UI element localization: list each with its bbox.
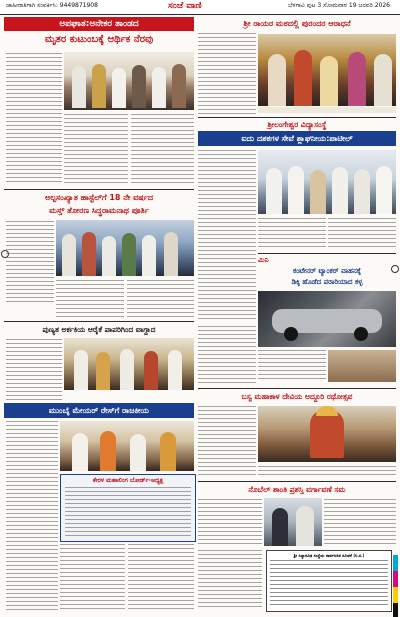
article-text-block (258, 466, 396, 478)
article-text-block (258, 218, 326, 250)
photo-chariot-festival (258, 406, 396, 462)
color-swatch-cyan (393, 555, 398, 571)
article-text-block (198, 406, 256, 478)
section-divider (258, 253, 396, 254)
photo-puja-event (64, 338, 194, 390)
headline-school-line2: ಐದು ದಶಕಗಳ ಸೇವೆ ಶ್ಲಾಘನೀಯ:ಪಾಟೀಲ್ (198, 131, 396, 146)
photo-accident-relief (64, 52, 194, 110)
public-notice-title: ಶ್ರೀ ಸಿದ್ಧಾರೂಢ ಸಂಸ್ಥೆಯ ಸಾರ್ವಜನಿಕ ಸೂಚನೆ (ನಿ.ರ.) (293, 553, 365, 558)
headline-hostel-line2: ಮಸ್ತ್ ತೋರಣ ಸಿದ್ಧರಾಮನಾಥ ಪೂರ್ತಿ (49, 206, 149, 215)
photo-mutt-ceremony (258, 34, 396, 106)
color-swatch-magenta (393, 571, 398, 587)
headline-hostel-line1: ಅಲ್ಪಸಂಖ್ಯಾತ ಹಾಸ್ಟೆಲ್‌ಗೆ 18 ನೇ ವರ್ಷದ (44, 193, 154, 202)
article-text-block (131, 114, 194, 184)
article-text-block (198, 326, 256, 386)
page-date: ಬೆಳಗಾವಿ ಪುಟ 3 ಸೋಮವಾರ 19 ಜನವರಿ 2026 (287, 2, 390, 9)
section-divider (198, 388, 396, 389)
photo-mumbai-leaders (60, 421, 194, 471)
photo-nobel-ceremony (264, 498, 322, 546)
public-notice-box (266, 550, 392, 612)
article-text-block (198, 499, 262, 547)
article-text-block (6, 421, 58, 611)
photo-small-portrait (328, 350, 396, 382)
article-text-block (6, 221, 54, 303)
article-text-block (65, 487, 191, 537)
masthead (0, 0, 400, 15)
headline-mumbai-mayor: ಮುಂಬೈ ಮೇಯರ್ ರೇಸ್‌ಗೆ ರಾಜಕೀಯ (4, 403, 194, 418)
headline-rathotsava: ಬಸ್ವ ಮಹಾಕಾಳ ದೇವಿಯ ಅದ್ದೂರಿ ರಥೋತ್ಸವ (241, 392, 353, 401)
article-text-block (6, 53, 62, 185)
section-divider (4, 321, 194, 322)
section-divider (4, 189, 194, 190)
headline-accident-line2: ಮೃತರ ಕುಟುಂಬಕ್ಕೆ ಆರ್ಥಿಕ ನೆರವು (44, 34, 154, 45)
headline-tanker-line2: ಡಿಕ್ಕಿ ಹೊಡೆದ ಪರಾರಿಯಾದ ಕಳ್ಳ (291, 278, 363, 286)
headline-punyata: ಪುಣ್ಯತ ಅರ್ಕಕಿಯ ಆರೈಕೆ ಪಾಪರಿಗಿಂದ ವಾಗ್ದಾದ (42, 325, 156, 334)
ad-contact: ಜಾಹೀರಾತಿಗಾಗಿ ಸಂಪರ್ಕಿಸಿ: 9449871908 (6, 2, 98, 9)
color-swatch-yellow (393, 587, 398, 603)
article-text-block (258, 350, 326, 382)
headline-nobel: ನೊಬೆಲ್ ಶಾಂತಿ ಪ್ರಶಸ್ತಿ ವರ್ಗಾವಣೆ ಸಮ (248, 485, 346, 494)
headline-purandara-aradhane: ಶ್ರೀ ರಾಯರ ಮಠದಲ್ಲಿ ಪುರಂದರ ಆರಾಧನೆ (243, 19, 351, 28)
article-text-block (328, 218, 396, 250)
headline-accident-line1: ಅಪಘಾತ:ಅನೇಕರ ತಾಂಡದ (4, 17, 194, 31)
article-text-block (64, 114, 128, 184)
photo-tanker-accident (258, 291, 396, 347)
photo-caption-strip (258, 107, 396, 113)
article-text-block (198, 33, 256, 115)
photo-hostel-event (56, 220, 194, 276)
article-text-block (6, 339, 62, 403)
article-text-block (127, 280, 194, 318)
boxed-article (60, 474, 196, 542)
headline-mini-label: ಮಿನಿ (258, 256, 269, 264)
headline-tanker-line1: ಕಂಟೇನರ್ ಟ್ಯಾಂಕರ್ ವಾಹನಕ್ಕೆ (293, 267, 361, 275)
masthead-logo: ಸಂಜೆ ವಾಣಿ (168, 1, 202, 11)
article-text-block (60, 544, 125, 610)
public-notice-text (270, 560, 388, 608)
boxed-article-title: ಕೇರಳ ಮಹಾಲಿಂಗ ಬೋರ್ಡ್-ಅಧ್ಯಕ್ಷ (92, 477, 164, 484)
article-text-block (324, 499, 396, 547)
color-swatch-black (393, 603, 398, 617)
article-text-block (198, 550, 262, 610)
article-text-block (56, 280, 124, 318)
section-divider (198, 117, 396, 118)
photo-school-event (258, 150, 396, 214)
section-divider (198, 481, 396, 482)
article-text-block (128, 544, 194, 610)
headline-school-line1: ಶ್ರೀಲಂಗೇಶ್ವರ ವಿದ್ಯಾಸಂಸ್ಥೆ (267, 120, 327, 129)
article-text-block (198, 150, 256, 322)
